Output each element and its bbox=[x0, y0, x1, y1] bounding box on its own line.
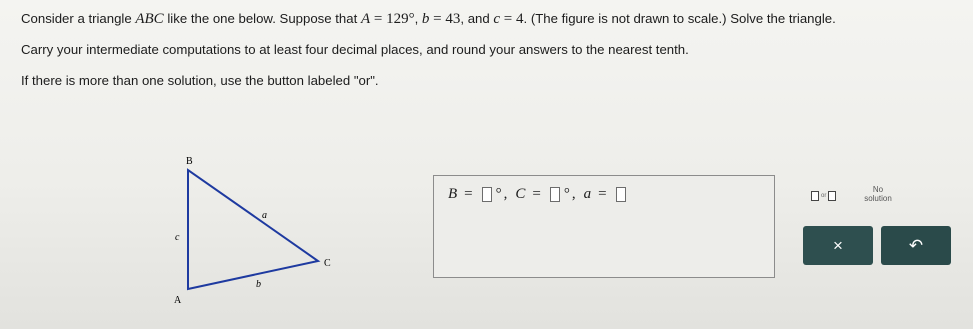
b-symbol: b bbox=[421, 11, 430, 27]
or-button[interactable] bbox=[811, 191, 836, 201]
degree-symbol: ° bbox=[495, 186, 502, 202]
text-segment: Consider a triangle bbox=[21, 11, 136, 26]
box-icon bbox=[828, 191, 836, 201]
triangle-name bbox=[135, 11, 163, 27]
answer-B-input[interactable] bbox=[482, 187, 492, 202]
vertex-B-label: B bbox=[186, 156, 193, 167]
problem-line-3: If there is more than one solution, use the button labeled "or". bbox=[21, 73, 379, 88]
undo-icon: ↶ bbox=[908, 235, 924, 255]
problem-line-1: Consider a triangle ABC like the one below. Suppose that A = 129°, b = 43, and c = 4. (The figure is not drawn to scale.) Solve the triangle. bbox=[21, 11, 836, 27]
triangle-figure bbox=[166, 156, 346, 306]
answer-area bbox=[433, 175, 775, 278]
comma: , bbox=[503, 186, 508, 202]
equals-sign: = bbox=[464, 186, 473, 202]
side-a-label: a bbox=[262, 210, 267, 221]
answer-C-input[interactable] bbox=[550, 187, 560, 202]
A-value: 129° bbox=[386, 11, 415, 27]
no-solution-label-2: solution bbox=[864, 194, 892, 203]
clear-button[interactable] bbox=[803, 226, 873, 265]
close-icon: × bbox=[833, 235, 843, 255]
side-b-label: b bbox=[256, 279, 261, 290]
answer-C-label: C bbox=[515, 186, 526, 202]
or-label: or bbox=[821, 193, 827, 199]
no-solution-button[interactable] bbox=[859, 185, 897, 203]
degree-symbol: ° bbox=[563, 186, 570, 202]
answer-a-label: a bbox=[583, 186, 592, 202]
c-symbol: c bbox=[493, 11, 501, 27]
text-segment: like the one below. Suppose that bbox=[163, 11, 361, 26]
text-segment: . (The figure is not drawn to scale.) Solve the triangle. bbox=[523, 11, 836, 26]
c-value: 4 bbox=[516, 11, 524, 27]
answer-B-label: B bbox=[448, 186, 458, 202]
given-A: A = 129° bbox=[360, 11, 415, 27]
A-symbol: A bbox=[360, 11, 371, 27]
triangle-name-text: ABC bbox=[135, 11, 164, 27]
equals-sign: = bbox=[598, 186, 607, 202]
given-c: c = 4 bbox=[493, 11, 524, 27]
vertex-C-label: C bbox=[324, 258, 331, 269]
triangle-diagram bbox=[166, 156, 346, 306]
undo-button[interactable] bbox=[881, 226, 951, 265]
answer-a-input[interactable] bbox=[616, 187, 626, 202]
problem-statement bbox=[21, 10, 966, 103]
no-solution-label-1: No bbox=[872, 185, 884, 194]
vertex-A-label: A bbox=[174, 295, 182, 306]
triangle-shape bbox=[188, 170, 318, 289]
given-b: b = 43 bbox=[421, 11, 461, 27]
problem-line-2: Carry your intermediate computations to at least four decimal places, and round your answers to the nearest tenth. bbox=[21, 42, 689, 57]
comma: , bbox=[571, 186, 576, 202]
box-icon bbox=[811, 191, 819, 201]
answer-keypad bbox=[803, 175, 953, 270]
answer-row bbox=[448, 186, 628, 203]
b-value: 43 bbox=[445, 11, 461, 27]
equals-sign: = bbox=[532, 186, 541, 202]
side-c-label: c bbox=[175, 232, 180, 243]
